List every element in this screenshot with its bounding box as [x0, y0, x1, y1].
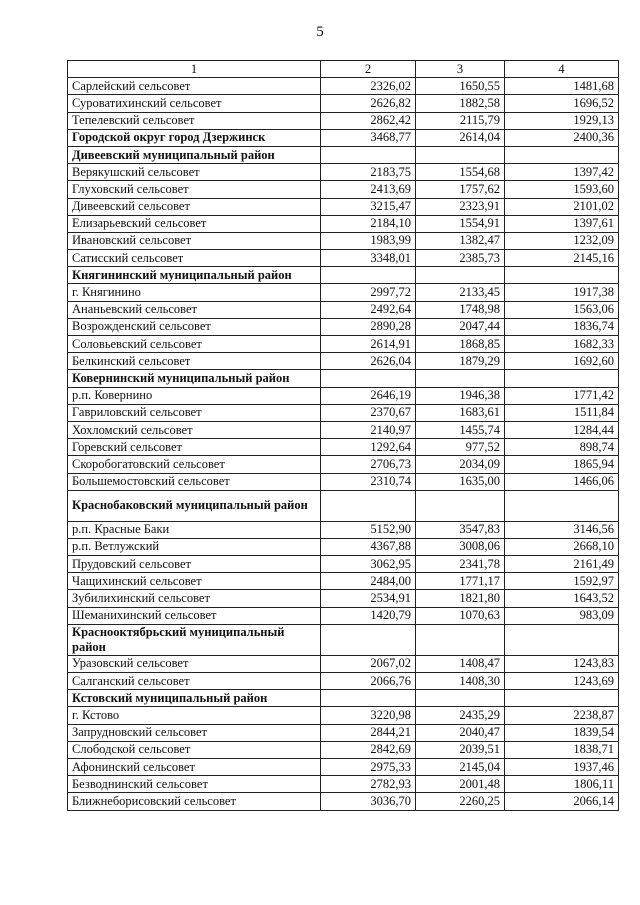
- table-row: [68, 556, 619, 573]
- row-name-cell: Афонинский сельсовет: [68, 758, 321, 775]
- row-value-2-cell: 3036,70: [321, 793, 416, 810]
- row-value-2-cell: 3468,77: [321, 129, 416, 146]
- row-name-cell: Дивеевский сельсовет: [68, 198, 321, 215]
- table-row: [68, 78, 619, 95]
- row-value-3-cell: 1683,61: [416, 404, 505, 421]
- row-name-cell: Тепелевский сельсовет: [68, 112, 321, 129]
- row-name-cell: г. Княгинино: [68, 284, 321, 301]
- row-name-cell: Гавриловский сельсовет: [68, 404, 321, 421]
- table-row: [68, 439, 619, 456]
- table-row: [68, 215, 619, 232]
- row-value-2-cell: [321, 370, 416, 387]
- row-name-cell: Запрудновский сельсовет: [68, 724, 321, 741]
- row-value-2-cell: 2844,21: [321, 724, 416, 741]
- row-value-3-cell: 1635,00: [416, 473, 505, 490]
- row-value-2-cell: 2890,28: [321, 318, 416, 335]
- row-value-2-cell: 3348,01: [321, 250, 416, 267]
- row-value-2-cell: 2646,19: [321, 387, 416, 404]
- row-value-2-cell: [321, 146, 416, 163]
- row-value-4-cell: 1466,06: [505, 473, 619, 490]
- table-group-row: [68, 146, 619, 163]
- row-value-3-cell: 2323,91: [416, 198, 505, 215]
- row-value-3-cell: 977,52: [416, 439, 505, 456]
- row-value-4-cell: [505, 490, 619, 521]
- table-row: [68, 607, 619, 624]
- row-value-4-cell: 983,09: [505, 607, 619, 624]
- row-value-2-cell: 2706,73: [321, 456, 416, 473]
- row-name-cell: Городской округ город Дзержинск: [68, 129, 321, 146]
- table-row: [68, 538, 619, 555]
- table-row: [68, 776, 619, 793]
- row-value-4-cell: 1593,60: [505, 181, 619, 198]
- table-body: [68, 78, 619, 810]
- table-row: [68, 473, 619, 490]
- row-name-cell: р.п. Красные Баки: [68, 521, 321, 538]
- row-value-3-cell: 1821,80: [416, 590, 505, 607]
- row-value-4-cell: 1917,38: [505, 284, 619, 301]
- row-name-cell: Краснобаковский муниципальный район: [68, 490, 321, 521]
- table-row: [68, 724, 619, 741]
- row-value-3-cell: 2040,47: [416, 724, 505, 741]
- table-group-row: [68, 267, 619, 284]
- table-row: [68, 456, 619, 473]
- table-row: [68, 336, 619, 353]
- row-value-4-cell: 1771,42: [505, 387, 619, 404]
- row-value-2-cell: 2626,82: [321, 95, 416, 112]
- row-name-cell: р.п. Ветлужский: [68, 538, 321, 555]
- row-value-4-cell: [505, 690, 619, 707]
- row-value-4-cell: 1692,60: [505, 353, 619, 370]
- page-number: 5: [316, 24, 324, 40]
- row-value-3-cell: 1455,74: [416, 421, 505, 438]
- row-value-3-cell: 2001,48: [416, 776, 505, 793]
- data-table: [67, 60, 619, 811]
- row-value-4-cell: 1284,44: [505, 421, 619, 438]
- row-value-4-cell: 1481,68: [505, 78, 619, 95]
- table-group-row: [68, 370, 619, 387]
- row-value-3-cell: 1554,68: [416, 164, 505, 181]
- row-value-4-cell: 1397,61: [505, 215, 619, 232]
- row-name-cell: Глуховский сельсовет: [68, 181, 321, 198]
- row-name-cell: Шеманихинский сельсовет: [68, 607, 321, 624]
- row-value-3-cell: [416, 624, 505, 655]
- table-group-row: [68, 490, 619, 521]
- row-value-3-cell: 1408,47: [416, 655, 505, 672]
- row-value-3-cell: 1650,55: [416, 78, 505, 95]
- row-value-4-cell: 1937,46: [505, 758, 619, 775]
- row-value-2-cell: 2534,91: [321, 590, 416, 607]
- table-header-row: [68, 61, 619, 78]
- table-group-row: [68, 690, 619, 707]
- row-value-3-cell: 2260,25: [416, 793, 505, 810]
- row-value-3-cell: [416, 370, 505, 387]
- row-name-cell: Горевский сельсовет: [68, 439, 321, 456]
- table-row: [68, 793, 619, 810]
- column-header-2: 2: [321, 61, 416, 78]
- row-value-2-cell: [321, 624, 416, 655]
- row-name-cell: Сатисский сельсовет: [68, 250, 321, 267]
- row-value-4-cell: 1511,84: [505, 404, 619, 421]
- table-row: [68, 573, 619, 590]
- table-row: [68, 353, 619, 370]
- row-value-3-cell: [416, 146, 505, 163]
- row-value-4-cell: 1397,42: [505, 164, 619, 181]
- row-value-4-cell: [505, 146, 619, 163]
- row-value-4-cell: [505, 267, 619, 284]
- table-row: [68, 741, 619, 758]
- row-value-3-cell: 2133,45: [416, 284, 505, 301]
- row-value-4-cell: 2238,87: [505, 707, 619, 724]
- row-name-cell: Салганский сельсовет: [68, 673, 321, 690]
- column-header-4: 4: [505, 61, 619, 78]
- row-value-2-cell: 2066,76: [321, 673, 416, 690]
- row-value-4-cell: 1243,69: [505, 673, 619, 690]
- row-value-4-cell: 1563,06: [505, 301, 619, 318]
- row-name-cell: г. Кстово: [68, 707, 321, 724]
- row-value-3-cell: 1882,58: [416, 95, 505, 112]
- row-value-4-cell: 1243,83: [505, 655, 619, 672]
- row-value-2-cell: 2326,02: [321, 78, 416, 95]
- row-value-2-cell: 2614,91: [321, 336, 416, 353]
- table-row: [68, 164, 619, 181]
- table-row: [68, 250, 619, 267]
- row-name-cell: Большемостовский сельсовет: [68, 473, 321, 490]
- row-name-cell: Дивеевский муниципальный район: [68, 146, 321, 163]
- column-header-3: 3: [416, 61, 505, 78]
- row-value-3-cell: [416, 690, 505, 707]
- row-value-2-cell: 2370,67: [321, 404, 416, 421]
- table-row: [68, 707, 619, 724]
- row-value-2-cell: 2626,04: [321, 353, 416, 370]
- row-value-2-cell: 2310,74: [321, 473, 416, 490]
- table-row: [68, 284, 619, 301]
- row-name-cell: Хохломский сельсовет: [68, 421, 321, 438]
- row-value-2-cell: 2975,33: [321, 758, 416, 775]
- row-value-3-cell: 1070,63: [416, 607, 505, 624]
- row-value-3-cell: [416, 267, 505, 284]
- row-value-3-cell: 2115,79: [416, 112, 505, 129]
- table-row: [68, 758, 619, 775]
- row-value-3-cell: [416, 490, 505, 521]
- row-value-3-cell: 2341,78: [416, 556, 505, 573]
- row-name-cell: Ближнеборисовский сельсовет: [68, 793, 321, 810]
- row-value-4-cell: 898,74: [505, 439, 619, 456]
- row-value-2-cell: 1983,99: [321, 232, 416, 249]
- row-value-4-cell: 2161,49: [505, 556, 619, 573]
- row-value-4-cell: 2101,02: [505, 198, 619, 215]
- row-value-4-cell: 1643,52: [505, 590, 619, 607]
- row-value-4-cell: 1865,94: [505, 456, 619, 473]
- table-row: [68, 232, 619, 249]
- row-value-4-cell: 1929,13: [505, 112, 619, 129]
- table-row: [68, 655, 619, 672]
- row-name-cell: Елизарьевский сельсовет: [68, 215, 321, 232]
- row-value-2-cell: 2492,64: [321, 301, 416, 318]
- row-value-2-cell: 2413,69: [321, 181, 416, 198]
- row-value-2-cell: 2184,10: [321, 215, 416, 232]
- row-name-cell: Краснооктябрьский муниципальный район: [68, 624, 321, 655]
- row-value-2-cell: 2067,02: [321, 655, 416, 672]
- table-row: [68, 112, 619, 129]
- row-value-2-cell: 3215,47: [321, 198, 416, 215]
- column-header-1: 1: [68, 61, 321, 78]
- table-group-row: [68, 624, 619, 655]
- row-value-2-cell: 5152,90: [321, 521, 416, 538]
- row-value-4-cell: 2066,14: [505, 793, 619, 810]
- row-value-4-cell: [505, 370, 619, 387]
- row-name-cell: Верякушский сельсовет: [68, 164, 321, 181]
- row-value-3-cell: 1382,47: [416, 232, 505, 249]
- row-value-3-cell: 1748,98: [416, 301, 505, 318]
- row-value-4-cell: 2145,16: [505, 250, 619, 267]
- row-value-2-cell: 3220,98: [321, 707, 416, 724]
- row-value-4-cell: 1839,54: [505, 724, 619, 741]
- row-value-3-cell: 3547,83: [416, 521, 505, 538]
- row-value-2-cell: 2484,00: [321, 573, 416, 590]
- row-name-cell: р.п. Ковернино: [68, 387, 321, 404]
- row-name-cell: Ананьевский сельсовет: [68, 301, 321, 318]
- row-value-3-cell: 3008,06: [416, 538, 505, 555]
- table-group-row: [68, 129, 619, 146]
- row-name-cell: Уразовский сельсовет: [68, 655, 321, 672]
- row-value-3-cell: 2435,29: [416, 707, 505, 724]
- row-value-4-cell: 1836,74: [505, 318, 619, 335]
- row-value-4-cell: 1592,97: [505, 573, 619, 590]
- row-name-cell: Скоробогатовский сельсовет: [68, 456, 321, 473]
- row-value-3-cell: 1879,29: [416, 353, 505, 370]
- row-value-2-cell: 2842,69: [321, 741, 416, 758]
- row-name-cell: Княгининский муниципальный район: [68, 267, 321, 284]
- table-row: [68, 673, 619, 690]
- row-value-3-cell: 1757,62: [416, 181, 505, 198]
- row-value-3-cell: 1408,30: [416, 673, 505, 690]
- row-name-cell: Ивановский сельсовет: [68, 232, 321, 249]
- table-row: [68, 590, 619, 607]
- table-row: [68, 181, 619, 198]
- row-value-2-cell: 3062,95: [321, 556, 416, 573]
- row-name-cell: Слободской сельсовет: [68, 741, 321, 758]
- row-value-3-cell: 2614,04: [416, 129, 505, 146]
- row-value-4-cell: 2668,10: [505, 538, 619, 555]
- row-value-2-cell: 2782,93: [321, 776, 416, 793]
- table-row: [68, 521, 619, 538]
- row-name-cell: Безводнинский сельсовет: [68, 776, 321, 793]
- row-value-4-cell: 1806,11: [505, 776, 619, 793]
- row-name-cell: Кстовский муниципальный район: [68, 690, 321, 707]
- row-value-3-cell: 2034,09: [416, 456, 505, 473]
- row-name-cell: Соловьевский сельсовет: [68, 336, 321, 353]
- row-name-cell: Возрожденский сельсовет: [68, 318, 321, 335]
- row-value-4-cell: 1232,09: [505, 232, 619, 249]
- table-row: [68, 318, 619, 335]
- row-value-2-cell: 1292,64: [321, 439, 416, 456]
- row-name-cell: Чащихинский сельсовет: [68, 573, 321, 590]
- row-value-2-cell: 2997,72: [321, 284, 416, 301]
- table-row: [68, 95, 619, 112]
- row-value-3-cell: 1946,38: [416, 387, 505, 404]
- row-value-4-cell: [505, 624, 619, 655]
- row-name-cell: Ковернинский муниципальный район: [68, 370, 321, 387]
- row-value-2-cell: [321, 690, 416, 707]
- row-value-2-cell: 1420,79: [321, 607, 416, 624]
- table-row: [68, 404, 619, 421]
- row-value-2-cell: 2862,42: [321, 112, 416, 129]
- row-name-cell: Зубилихинский сельсовет: [68, 590, 321, 607]
- row-value-2-cell: 2140,97: [321, 421, 416, 438]
- row-value-3-cell: 1554,91: [416, 215, 505, 232]
- row-value-3-cell: 2385,73: [416, 250, 505, 267]
- row-value-3-cell: 2145,04: [416, 758, 505, 775]
- row-name-cell: Прудовский сельсовет: [68, 556, 321, 573]
- table-row: [68, 421, 619, 438]
- row-value-4-cell: 3146,56: [505, 521, 619, 538]
- row-value-2-cell: 2183,75: [321, 164, 416, 181]
- row-value-3-cell: 1771,17: [416, 573, 505, 590]
- row-value-2-cell: [321, 267, 416, 284]
- row-name-cell: Суроватихинский сельсовет: [68, 95, 321, 112]
- row-value-3-cell: 2047,44: [416, 318, 505, 335]
- row-value-4-cell: 1696,52: [505, 95, 619, 112]
- row-value-4-cell: 1838,71: [505, 741, 619, 758]
- row-value-3-cell: 1868,85: [416, 336, 505, 353]
- table-row: [68, 301, 619, 318]
- row-value-2-cell: [321, 490, 416, 521]
- table-row: [68, 198, 619, 215]
- row-name-cell: Белкинский сельсовет: [68, 353, 321, 370]
- table-row: [68, 387, 619, 404]
- row-value-3-cell: 2039,51: [416, 741, 505, 758]
- row-value-4-cell: 1682,33: [505, 336, 619, 353]
- row-value-2-cell: 4367,88: [321, 538, 416, 555]
- row-name-cell: Сарлейский сельсовет: [68, 78, 321, 95]
- row-value-4-cell: 2400,36: [505, 129, 619, 146]
